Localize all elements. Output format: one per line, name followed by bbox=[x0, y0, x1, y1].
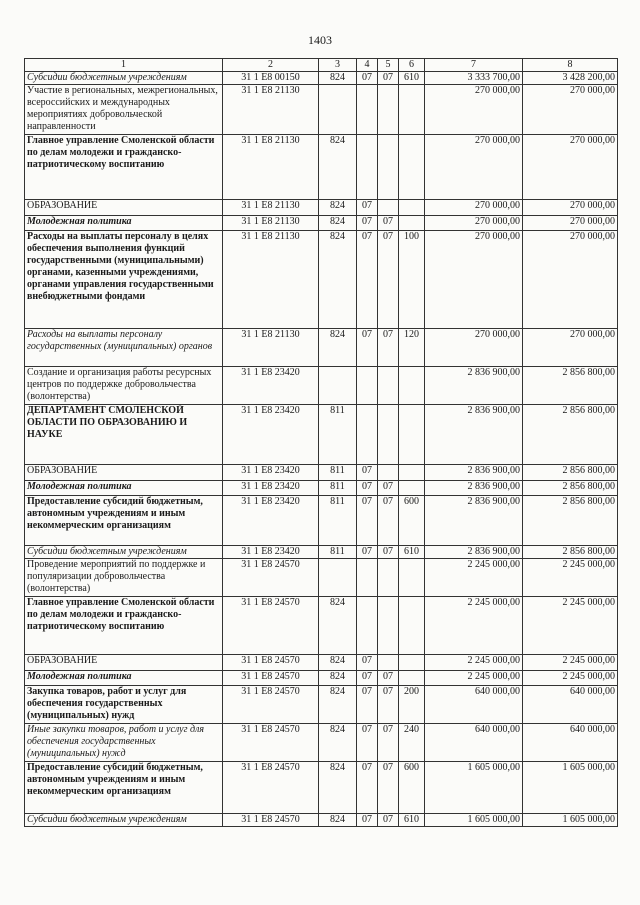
row-target-code: 31 1 E8 24570 bbox=[223, 671, 319, 686]
row-amount-year-2: 2 856 800,00 bbox=[523, 367, 618, 405]
row-subsection-code: 07 bbox=[378, 814, 399, 827]
row-amount-year-1: 1 605 000,00 bbox=[425, 814, 523, 827]
row-department-code: 824 bbox=[319, 216, 357, 231]
row-department-code bbox=[319, 367, 357, 405]
row-amount-year-2: 2 856 800,00 bbox=[523, 481, 618, 496]
row-name: Создание и организация работы ресурсных центров по поддержке добровольчества (волонтерства) bbox=[25, 367, 223, 405]
row-department-code bbox=[319, 559, 357, 597]
row-amount-year-1: 2 245 000,00 bbox=[425, 671, 523, 686]
row-amount-year-1: 2 245 000,00 bbox=[425, 559, 523, 597]
table-row bbox=[25, 231, 618, 329]
row-amount-year-1: 640 000,00 bbox=[425, 686, 523, 724]
row-subsection-code bbox=[378, 465, 399, 481]
row-department-code: 811 bbox=[319, 481, 357, 496]
row-department-code: 824 bbox=[319, 814, 357, 827]
row-name: Главное управление Смоленской области по делам молодежи и гражданско-патриотическому воспитанию bbox=[25, 135, 223, 200]
row-amount-year-2: 3 428 200,00 bbox=[523, 72, 618, 85]
row-subsection-code bbox=[378, 200, 399, 216]
row-amount-year-2: 2 856 800,00 bbox=[523, 546, 618, 559]
row-amount-year-1: 270 000,00 bbox=[425, 231, 523, 329]
row-amount-year-1: 2 245 000,00 bbox=[425, 597, 523, 655]
row-amount-year-1: 2 836 900,00 bbox=[425, 405, 523, 465]
row-amount-year-2: 2 856 800,00 bbox=[523, 405, 618, 465]
row-expense-type-code bbox=[399, 465, 425, 481]
row-expense-type-code bbox=[399, 135, 425, 200]
row-expense-type-code: 100 bbox=[399, 231, 425, 329]
row-target-code: 31 1 E8 24570 bbox=[223, 597, 319, 655]
row-expense-type-code bbox=[399, 405, 425, 465]
row-section-code: 07 bbox=[357, 814, 378, 827]
column-header: 3 bbox=[319, 59, 357, 72]
row-section-code: 07 bbox=[357, 72, 378, 85]
row-name: ОБРАЗОВАНИЕ bbox=[25, 655, 223, 671]
table-row bbox=[25, 200, 618, 216]
table-row bbox=[25, 135, 618, 200]
row-amount-year-2: 2 856 800,00 bbox=[523, 465, 618, 481]
table-row bbox=[25, 546, 618, 559]
row-name: Молодежная политика bbox=[25, 216, 223, 231]
row-expense-type-code bbox=[399, 216, 425, 231]
row-name: Субсидии бюджетным учреждениям bbox=[25, 546, 223, 559]
row-section-code bbox=[357, 367, 378, 405]
row-section-code: 07 bbox=[357, 686, 378, 724]
row-expense-type-code bbox=[399, 85, 425, 135]
row-target-code: 31 1 E8 24570 bbox=[223, 724, 319, 762]
table-row bbox=[25, 671, 618, 686]
row-target-code: 31 1 E8 24570 bbox=[223, 762, 319, 814]
row-amount-year-1: 270 000,00 bbox=[425, 216, 523, 231]
row-department-code: 811 bbox=[319, 405, 357, 465]
table-row bbox=[25, 762, 618, 814]
row-section-code: 07 bbox=[357, 762, 378, 814]
row-amount-year-1: 1 605 000,00 bbox=[425, 762, 523, 814]
row-amount-year-1: 270 000,00 bbox=[425, 200, 523, 216]
row-expense-type-code: 610 bbox=[399, 814, 425, 827]
row-target-code: 31 1 E8 21130 bbox=[223, 329, 319, 367]
row-section-code bbox=[357, 405, 378, 465]
page-number: 1403 bbox=[308, 33, 332, 47]
row-target-code: 31 1 E8 23420 bbox=[223, 496, 319, 546]
row-amount-year-1: 640 000,00 bbox=[425, 724, 523, 762]
row-department-code: 824 bbox=[319, 671, 357, 686]
row-name: Иные закупки товаров, работ и услуг для обеспечения государственных (муниципальных) нужд bbox=[25, 724, 223, 762]
row-target-code: 31 1 E8 23420 bbox=[223, 481, 319, 496]
row-expense-type-code: 240 bbox=[399, 724, 425, 762]
row-amount-year-2: 1 605 000,00 bbox=[523, 814, 618, 827]
row-target-code: 31 1 E8 23420 bbox=[223, 546, 319, 559]
row-section-code: 07 bbox=[357, 481, 378, 496]
table-row bbox=[25, 216, 618, 231]
row-subsection-code bbox=[378, 655, 399, 671]
row-amount-year-2: 2 245 000,00 bbox=[523, 671, 618, 686]
row-amount-year-2: 270 000,00 bbox=[523, 216, 618, 231]
row-target-code: 31 1 E8 24570 bbox=[223, 686, 319, 724]
row-amount-year-2: 270 000,00 bbox=[523, 85, 618, 135]
row-amount-year-1: 2 836 900,00 bbox=[425, 546, 523, 559]
column-header: 5 bbox=[378, 59, 399, 72]
table-row bbox=[25, 814, 618, 827]
row-name: ОБРАЗОВАНИЕ bbox=[25, 465, 223, 481]
row-amount-year-2: 2 856 800,00 bbox=[523, 496, 618, 546]
row-subsection-code bbox=[378, 85, 399, 135]
row-amount-year-1: 3 333 700,00 bbox=[425, 72, 523, 85]
row-amount-year-2: 270 000,00 bbox=[523, 135, 618, 200]
table-row bbox=[25, 686, 618, 724]
row-section-code bbox=[357, 597, 378, 655]
row-expense-type-code bbox=[399, 481, 425, 496]
row-amount-year-2: 2 245 000,00 bbox=[523, 655, 618, 671]
row-target-code: 31 1 E8 23420 bbox=[223, 405, 319, 465]
row-department-code: 824 bbox=[319, 329, 357, 367]
row-name: Предоставление субсидий бюджетным, автономным учреждениям и иным некоммерческим организациям bbox=[25, 762, 223, 814]
row-target-code: 31 1 E8 21130 bbox=[223, 135, 319, 200]
row-expense-type-code bbox=[399, 671, 425, 686]
row-name: Субсидии бюджетным учреждениям bbox=[25, 72, 223, 85]
row-name: Расходы на выплаты персоналу в целях обеспечения выполнения функций государственными (муниципальными) органами, казенными учреждениями, органами управления государственными внебюджетными фондами bbox=[25, 231, 223, 329]
row-section-code: 07 bbox=[357, 496, 378, 546]
row-section-code: 07 bbox=[357, 546, 378, 559]
row-department-code: 824 bbox=[319, 762, 357, 814]
row-department-code: 824 bbox=[319, 597, 357, 655]
row-target-code: 31 1 E8 21130 bbox=[223, 231, 319, 329]
table-row bbox=[25, 72, 618, 85]
row-amount-year-2: 270 000,00 bbox=[523, 200, 618, 216]
row-subsection-code: 07 bbox=[378, 216, 399, 231]
row-name: Субсидии бюджетным учреждениям bbox=[25, 814, 223, 827]
row-amount-year-1: 2 836 900,00 bbox=[425, 481, 523, 496]
row-amount-year-2: 2 245 000,00 bbox=[523, 597, 618, 655]
row-section-code: 07 bbox=[357, 329, 378, 367]
row-expense-type-code: 200 bbox=[399, 686, 425, 724]
column-header: 6 bbox=[399, 59, 425, 72]
row-target-code: 31 1 E8 24570 bbox=[223, 655, 319, 671]
column-header: 2 bbox=[223, 59, 319, 72]
row-expense-type-code bbox=[399, 655, 425, 671]
row-name: Предоставление субсидий бюджетным, автономным учреждениям и иным некоммерческим организациям bbox=[25, 496, 223, 546]
row-name: Участие в региональных, межрегиональных, всероссийских и международных мероприятиях добровольческой направленности bbox=[25, 85, 223, 135]
row-expense-type-code: 600 bbox=[399, 762, 425, 814]
row-name: Закупка товаров, работ и услуг для обеспечения государственных (муниципальных) нужд bbox=[25, 686, 223, 724]
row-department-code: 811 bbox=[319, 465, 357, 481]
row-name: Молодежная политика bbox=[25, 671, 223, 686]
budget-table bbox=[24, 58, 618, 827]
row-amount-year-1: 270 000,00 bbox=[425, 135, 523, 200]
row-subsection-code: 07 bbox=[378, 671, 399, 686]
row-amount-year-2: 640 000,00 bbox=[523, 724, 618, 762]
row-amount-year-1: 2 245 000,00 bbox=[425, 655, 523, 671]
row-expense-type-code: 120 bbox=[399, 329, 425, 367]
row-subsection-code: 07 bbox=[378, 329, 399, 367]
row-section-code: 07 bbox=[357, 655, 378, 671]
row-section-code: 07 bbox=[357, 231, 378, 329]
row-subsection-code bbox=[378, 559, 399, 597]
row-amount-year-1: 270 000,00 bbox=[425, 85, 523, 135]
row-section-code bbox=[357, 85, 378, 135]
row-department-code: 811 bbox=[319, 546, 357, 559]
table-row bbox=[25, 655, 618, 671]
row-name: Молодежная политика bbox=[25, 481, 223, 496]
row-subsection-code: 07 bbox=[378, 762, 399, 814]
row-section-code: 07 bbox=[357, 216, 378, 231]
row-amount-year-1: 2 836 900,00 bbox=[425, 465, 523, 481]
row-section-code: 07 bbox=[357, 465, 378, 481]
row-department-code: 824 bbox=[319, 724, 357, 762]
row-department-code: 824 bbox=[319, 231, 357, 329]
table-row bbox=[25, 367, 618, 405]
table-row bbox=[25, 329, 618, 367]
table-row bbox=[25, 465, 618, 481]
row-department-code bbox=[319, 85, 357, 135]
row-expense-type-code: 610 bbox=[399, 72, 425, 85]
row-department-code: 824 bbox=[319, 655, 357, 671]
row-expense-type-code: 610 bbox=[399, 546, 425, 559]
row-name: Главное управление Смоленской области по делам молодежи и гражданско-патриотическому воспитанию bbox=[25, 597, 223, 655]
row-target-code: 31 1 E8 23420 bbox=[223, 465, 319, 481]
row-subsection-code bbox=[378, 367, 399, 405]
row-name: Расходы на выплаты персоналу государственных (муниципальных) органов bbox=[25, 329, 223, 367]
row-target-code: 31 1 E8 21130 bbox=[223, 85, 319, 135]
row-expense-type-code bbox=[399, 597, 425, 655]
table-row bbox=[25, 85, 618, 135]
row-department-code: 824 bbox=[319, 200, 357, 216]
table-row bbox=[25, 496, 618, 546]
column-number-row bbox=[25, 59, 618, 72]
table-row bbox=[25, 559, 618, 597]
row-subsection-code: 07 bbox=[378, 72, 399, 85]
row-section-code: 07 bbox=[357, 724, 378, 762]
row-subsection-code: 07 bbox=[378, 686, 399, 724]
row-amount-year-2: 2 245 000,00 bbox=[523, 559, 618, 597]
row-target-code: 31 1 E8 00150 bbox=[223, 72, 319, 85]
column-header: 4 bbox=[357, 59, 378, 72]
table-body bbox=[25, 72, 618, 827]
row-subsection-code: 07 bbox=[378, 546, 399, 559]
row-subsection-code: 07 bbox=[378, 231, 399, 329]
row-section-code: 07 bbox=[357, 671, 378, 686]
row-name: ОБРАЗОВАНИЕ bbox=[25, 200, 223, 216]
row-section-code: 07 bbox=[357, 200, 378, 216]
row-amount-year-1: 2 836 900,00 bbox=[425, 367, 523, 405]
column-header: 8 bbox=[523, 59, 618, 72]
row-department-code: 811 bbox=[319, 496, 357, 546]
table-row bbox=[25, 405, 618, 465]
table-row bbox=[25, 724, 618, 762]
row-expense-type-code: 600 bbox=[399, 496, 425, 546]
row-amount-year-2: 1 605 000,00 bbox=[523, 762, 618, 814]
row-amount-year-2: 640 000,00 bbox=[523, 686, 618, 724]
row-target-code: 31 1 E8 21130 bbox=[223, 200, 319, 216]
table-row bbox=[25, 481, 618, 496]
row-department-code: 824 bbox=[319, 72, 357, 85]
row-section-code bbox=[357, 559, 378, 597]
row-name: Проведение мероприятий по поддержке и популяризации добровольчества (волонтерства) bbox=[25, 559, 223, 597]
row-section-code bbox=[357, 135, 378, 200]
row-target-code: 31 1 E8 24570 bbox=[223, 814, 319, 827]
row-department-code: 824 bbox=[319, 135, 357, 200]
row-amount-year-1: 270 000,00 bbox=[425, 329, 523, 367]
row-expense-type-code bbox=[399, 367, 425, 405]
row-amount-year-2: 270 000,00 bbox=[523, 231, 618, 329]
row-target-code: 31 1 E8 23420 bbox=[223, 367, 319, 405]
row-target-code: 31 1 E8 21130 bbox=[223, 216, 319, 231]
row-subsection-code: 07 bbox=[378, 724, 399, 762]
row-department-code: 824 bbox=[319, 686, 357, 724]
column-header: 7 bbox=[425, 59, 523, 72]
row-expense-type-code bbox=[399, 559, 425, 597]
row-name: ДЕПАРТАМЕНТ СМОЛЕНСКОЙ ОБЛАСТИ ПО ОБРАЗОВАНИЮ И НАУКЕ bbox=[25, 405, 223, 465]
row-subsection-code bbox=[378, 597, 399, 655]
row-target-code: 31 1 E8 24570 bbox=[223, 559, 319, 597]
row-subsection-code: 07 bbox=[378, 481, 399, 496]
table-row bbox=[25, 597, 618, 655]
row-expense-type-code bbox=[399, 200, 425, 216]
row-subsection-code bbox=[378, 135, 399, 200]
row-subsection-code bbox=[378, 405, 399, 465]
column-header: 1 bbox=[25, 59, 223, 72]
row-amount-year-2: 270 000,00 bbox=[523, 329, 618, 367]
row-subsection-code: 07 bbox=[378, 496, 399, 546]
row-amount-year-1: 2 836 900,00 bbox=[425, 496, 523, 546]
